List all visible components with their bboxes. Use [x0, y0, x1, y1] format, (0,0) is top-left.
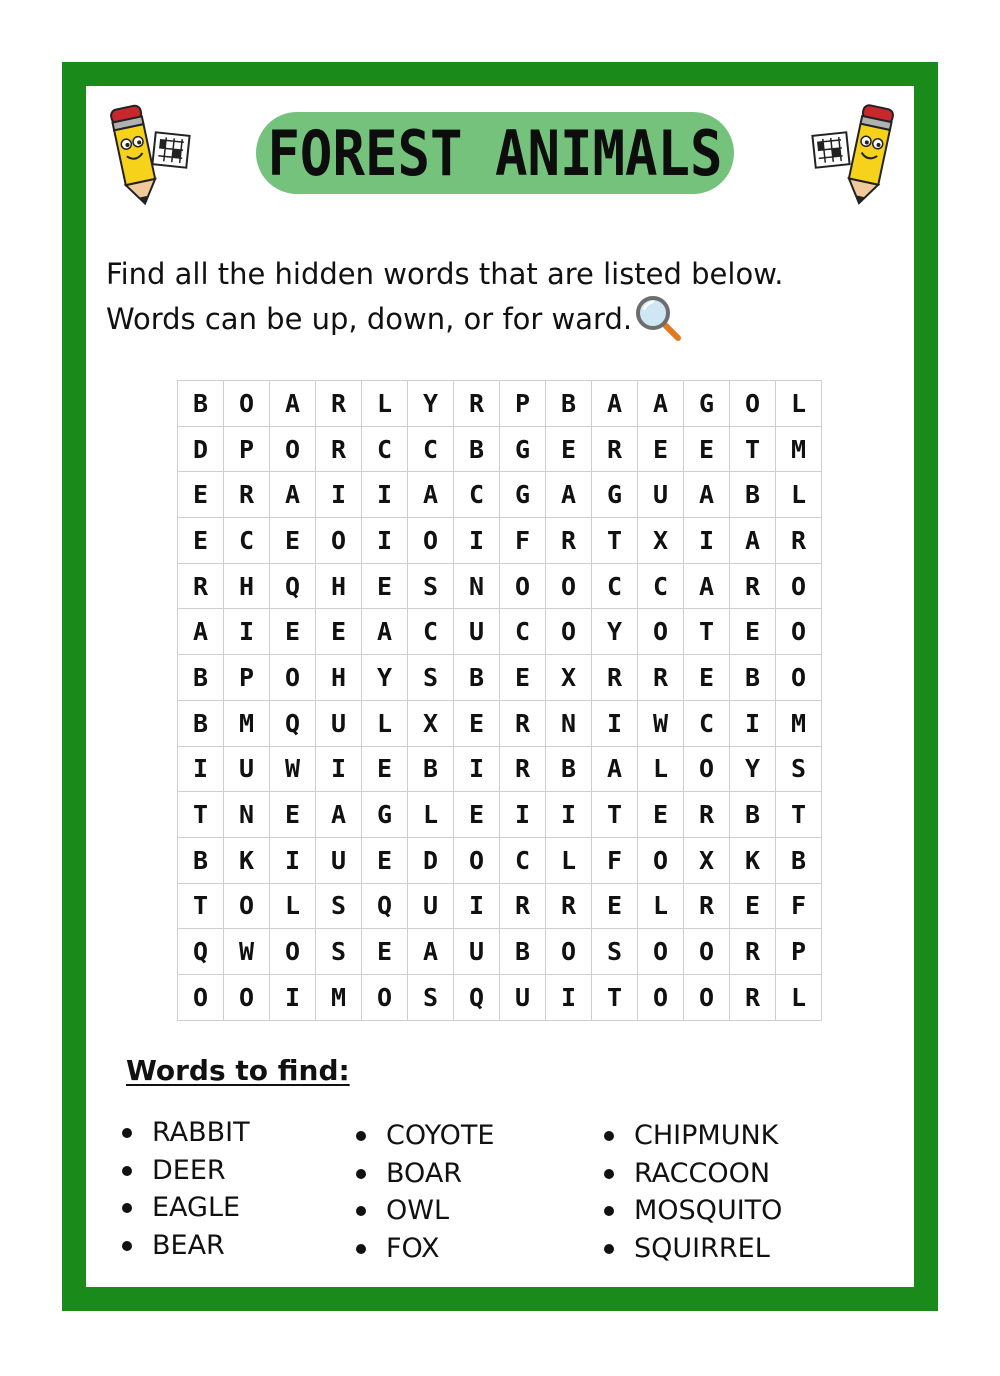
word-item: RABBIT [122, 1114, 250, 1152]
word-item: FOX [356, 1230, 494, 1268]
grid-cell: E [638, 427, 684, 473]
grid-cell: A [408, 929, 454, 975]
grid-cell: E [178, 472, 224, 518]
grid-cell: X [638, 518, 684, 564]
grid-cell: Y [408, 381, 454, 427]
grid-cell: R [730, 929, 776, 975]
grid-cell: A [684, 564, 730, 610]
grid-cell: S [408, 564, 454, 610]
grid-cell: S [316, 884, 362, 930]
grid-cell: X [408, 701, 454, 747]
grid-cell: O [684, 747, 730, 793]
grid-cell: I [454, 747, 500, 793]
grid-cell: P [500, 381, 546, 427]
grid-cell: O [270, 427, 316, 473]
grid-cell: I [362, 518, 408, 564]
grid-cell: R [776, 518, 822, 564]
grid-cell: Y [362, 655, 408, 701]
grid-cell: O [270, 655, 316, 701]
grid-cell: U [316, 838, 362, 884]
grid-cell: S [408, 655, 454, 701]
magnifying-glass-icon [634, 294, 682, 342]
grid-cell: O [776, 655, 822, 701]
grid-cell: U [408, 884, 454, 930]
grid-cell: I [178, 747, 224, 793]
grid-cell: L [546, 838, 592, 884]
word-item: SQUIRREL [604, 1230, 782, 1268]
grid-cell: E [270, 609, 316, 655]
grid-cell: Q [362, 884, 408, 930]
grid-cell: U [500, 975, 546, 1021]
grid-cell: E [546, 427, 592, 473]
grid-cell: E [362, 564, 408, 610]
grid-cell: M [776, 701, 822, 747]
grid-cell: O [776, 609, 822, 655]
pencil-mascot-icon [98, 96, 198, 212]
grid-cell: W [270, 747, 316, 793]
grid-cell: A [546, 472, 592, 518]
title-banner [256, 112, 734, 194]
grid-cell: A [362, 609, 408, 655]
grid-cell: G [362, 792, 408, 838]
grid-cell: B [500, 929, 546, 975]
grid-cell: E [270, 792, 316, 838]
grid-cell: I [270, 838, 316, 884]
grid-cell: Q [270, 564, 316, 610]
grid-cell: E [316, 609, 362, 655]
grid-cell: R [500, 747, 546, 793]
grid-cell: A [684, 472, 730, 518]
grid-cell: A [730, 518, 776, 564]
grid-cell: C [684, 701, 730, 747]
instructions-line-1: Find all the hidden words that are listed below. [106, 257, 784, 291]
grid-cell: B [546, 381, 592, 427]
grid-cell: B [178, 655, 224, 701]
grid-cell: B [730, 472, 776, 518]
grid-cell: P [776, 929, 822, 975]
grid-cell: A [178, 609, 224, 655]
grid-cell: S [592, 929, 638, 975]
grid-cell: E [454, 792, 500, 838]
grid-cell: M [316, 975, 362, 1021]
grid-cell: A [592, 381, 638, 427]
grid-cell: I [546, 792, 592, 838]
grid-cell: E [270, 518, 316, 564]
grid-cell: A [316, 792, 362, 838]
word-item: EAGLE [122, 1189, 250, 1227]
word-item: BEAR [122, 1227, 250, 1265]
grid-cell: E [684, 427, 730, 473]
instructions-line-2-wrap [106, 297, 886, 342]
grid-cell: R [316, 427, 362, 473]
grid-cell: L [776, 472, 822, 518]
grid-cell: P [224, 427, 270, 473]
grid-cell: G [500, 472, 546, 518]
word-item: OWL [356, 1192, 494, 1230]
grid-cell: D [178, 427, 224, 473]
grid-cell: L [776, 975, 822, 1021]
grid-cell: E [500, 655, 546, 701]
grid-cell: W [638, 701, 684, 747]
grid-cell: I [316, 747, 362, 793]
grid-cell: T [684, 609, 730, 655]
grid-cell: O [638, 609, 684, 655]
grid-cell: E [454, 701, 500, 747]
grid-cell: R [730, 975, 776, 1021]
grid-cell: R [500, 701, 546, 747]
grid-cell: L [408, 792, 454, 838]
grid-cell: E [730, 884, 776, 930]
grid-cell: B [178, 381, 224, 427]
grid-cell: B [178, 838, 224, 884]
word-item: MOSQUITO [604, 1192, 782, 1230]
grid-cell: B [454, 655, 500, 701]
grid-cell: T [592, 792, 638, 838]
grid-cell: H [316, 564, 362, 610]
grid-cell: L [362, 381, 408, 427]
grid-cell: U [454, 609, 500, 655]
grid-cell: S [408, 975, 454, 1021]
grid-cell: L [638, 747, 684, 793]
grid-cell: Y [592, 609, 638, 655]
grid-cell: E [638, 792, 684, 838]
grid-cell: T [592, 975, 638, 1021]
grid-cell: E [684, 655, 730, 701]
grid-cell: U [316, 701, 362, 747]
grid-cell: I [684, 518, 730, 564]
grid-cell: T [592, 518, 638, 564]
grid-cell: L [776, 381, 822, 427]
grid-cell: C [454, 472, 500, 518]
grid-cell: E [730, 609, 776, 655]
grid-cell: I [362, 472, 408, 518]
grid-cell: F [592, 838, 638, 884]
instructions-line-2: Words can be up, down, or for ward. [106, 302, 633, 336]
grid-cell: G [592, 472, 638, 518]
grid-cell: U [638, 472, 684, 518]
grid-cell: A [408, 472, 454, 518]
grid-cell: C [500, 609, 546, 655]
grid-cell: L [270, 884, 316, 930]
instructions [106, 252, 886, 342]
grid-cell: T [178, 792, 224, 838]
grid-cell: O [178, 975, 224, 1021]
grid-cell: F [500, 518, 546, 564]
grid-cell: O [270, 929, 316, 975]
grid-cell: R [592, 655, 638, 701]
grid-cell: O [546, 564, 592, 610]
word-list-column-1 [122, 1114, 250, 1264]
grid-cell: K [730, 838, 776, 884]
grid-cell: R [684, 884, 730, 930]
grid-cell: O [224, 381, 270, 427]
grid-cell: R [500, 884, 546, 930]
grid-cell: I [454, 884, 500, 930]
grid-cell: R [178, 564, 224, 610]
grid-cell: Q [178, 929, 224, 975]
grid-cell: O [638, 975, 684, 1021]
grid-cell: O [684, 975, 730, 1021]
grid-cell: Y [730, 747, 776, 793]
grid-cell: O [638, 838, 684, 884]
grid-cell: I [546, 975, 592, 1021]
grid-cell: O [454, 838, 500, 884]
grid-cell: O [224, 884, 270, 930]
grid-cell: F [776, 884, 822, 930]
grid-cell: C [638, 564, 684, 610]
grid-cell: O [408, 518, 454, 564]
grid-cell: C [408, 609, 454, 655]
grid-cell: A [270, 472, 316, 518]
grid-cell: O [546, 929, 592, 975]
pencil-mascot-icon [806, 96, 906, 212]
grid-cell: X [546, 655, 592, 701]
grid-cell: A [592, 747, 638, 793]
word-list-column-3 [604, 1117, 782, 1267]
grid-cell: U [454, 929, 500, 975]
grid-cell: O [776, 564, 822, 610]
page-title: FOREST ANIMALS [267, 116, 723, 190]
grid-cell: C [224, 518, 270, 564]
grid-cell: W [224, 929, 270, 975]
word-search-grid [177, 380, 822, 1021]
grid-cell: O [362, 975, 408, 1021]
grid-cell: U [224, 747, 270, 793]
grid-cell: R [638, 655, 684, 701]
grid-cell: M [776, 427, 822, 473]
grid-cell: B [776, 838, 822, 884]
grid-cell: C [362, 427, 408, 473]
grid-cell: L [362, 701, 408, 747]
grid-cell: P [224, 655, 270, 701]
word-item: CHIPMUNK [604, 1117, 782, 1155]
grid-cell: Q [454, 975, 500, 1021]
grid-cell: G [684, 381, 730, 427]
grid-cell: R [316, 381, 362, 427]
grid-cell: R [592, 427, 638, 473]
grid-cell: I [270, 975, 316, 1021]
grid-cell: A [270, 381, 316, 427]
grid-cell: R [546, 884, 592, 930]
grid-cell: C [408, 427, 454, 473]
grid-cell: I [224, 609, 270, 655]
grid-cell: O [638, 929, 684, 975]
word-item: DEER [122, 1152, 250, 1190]
grid-cell: E [362, 747, 408, 793]
grid-cell: S [776, 747, 822, 793]
grid-cell: I [454, 518, 500, 564]
grid-cell: I [592, 701, 638, 747]
grid-cell: R [546, 518, 592, 564]
grid-cell: L [638, 884, 684, 930]
grid-cell: T [776, 792, 822, 838]
grid-cell: A [638, 381, 684, 427]
grid-cell: O [316, 518, 362, 564]
grid-cell: O [730, 381, 776, 427]
grid-cell: E [362, 929, 408, 975]
grid-cell: M [224, 701, 270, 747]
grid-cell: D [408, 838, 454, 884]
grid-cell: N [454, 564, 500, 610]
grid-cell: O [500, 564, 546, 610]
word-item: RACCOON [604, 1155, 782, 1193]
grid-cell: E [592, 884, 638, 930]
word-item: COYOTE [356, 1117, 494, 1155]
grid-cell: B [730, 792, 776, 838]
grid-cell: O [546, 609, 592, 655]
grid-cell: E [178, 518, 224, 564]
grid-cell: I [500, 792, 546, 838]
grid-cell: C [500, 838, 546, 884]
grid-cell: B [178, 701, 224, 747]
grid-cell: S [316, 929, 362, 975]
grid-cell: B [408, 747, 454, 793]
grid-cell: I [730, 701, 776, 747]
grid-cell: X [684, 838, 730, 884]
grid-cell: Q [270, 701, 316, 747]
grid-cell: R [730, 564, 776, 610]
grid-cell: K [224, 838, 270, 884]
grid-cell: N [546, 701, 592, 747]
grid-cell: T [730, 427, 776, 473]
word-list-column-2 [356, 1117, 494, 1267]
grid-cell: O [224, 975, 270, 1021]
grid-cell: H [316, 655, 362, 701]
words-heading: Words to find: [126, 1054, 350, 1087]
grid-cell: H [224, 564, 270, 610]
grid-cell: O [684, 929, 730, 975]
grid-cell: R [454, 381, 500, 427]
grid-cell: C [592, 564, 638, 610]
grid-cell: B [730, 655, 776, 701]
grid-cell: B [546, 747, 592, 793]
grid-cell: B [454, 427, 500, 473]
grid-cell: R [224, 472, 270, 518]
grid-cell: R [684, 792, 730, 838]
grid-cell: N [224, 792, 270, 838]
grid-cell: G [500, 427, 546, 473]
grid-cell: I [316, 472, 362, 518]
grid-cell: E [362, 838, 408, 884]
grid-cell: T [178, 884, 224, 930]
word-item: BOAR [356, 1155, 494, 1193]
